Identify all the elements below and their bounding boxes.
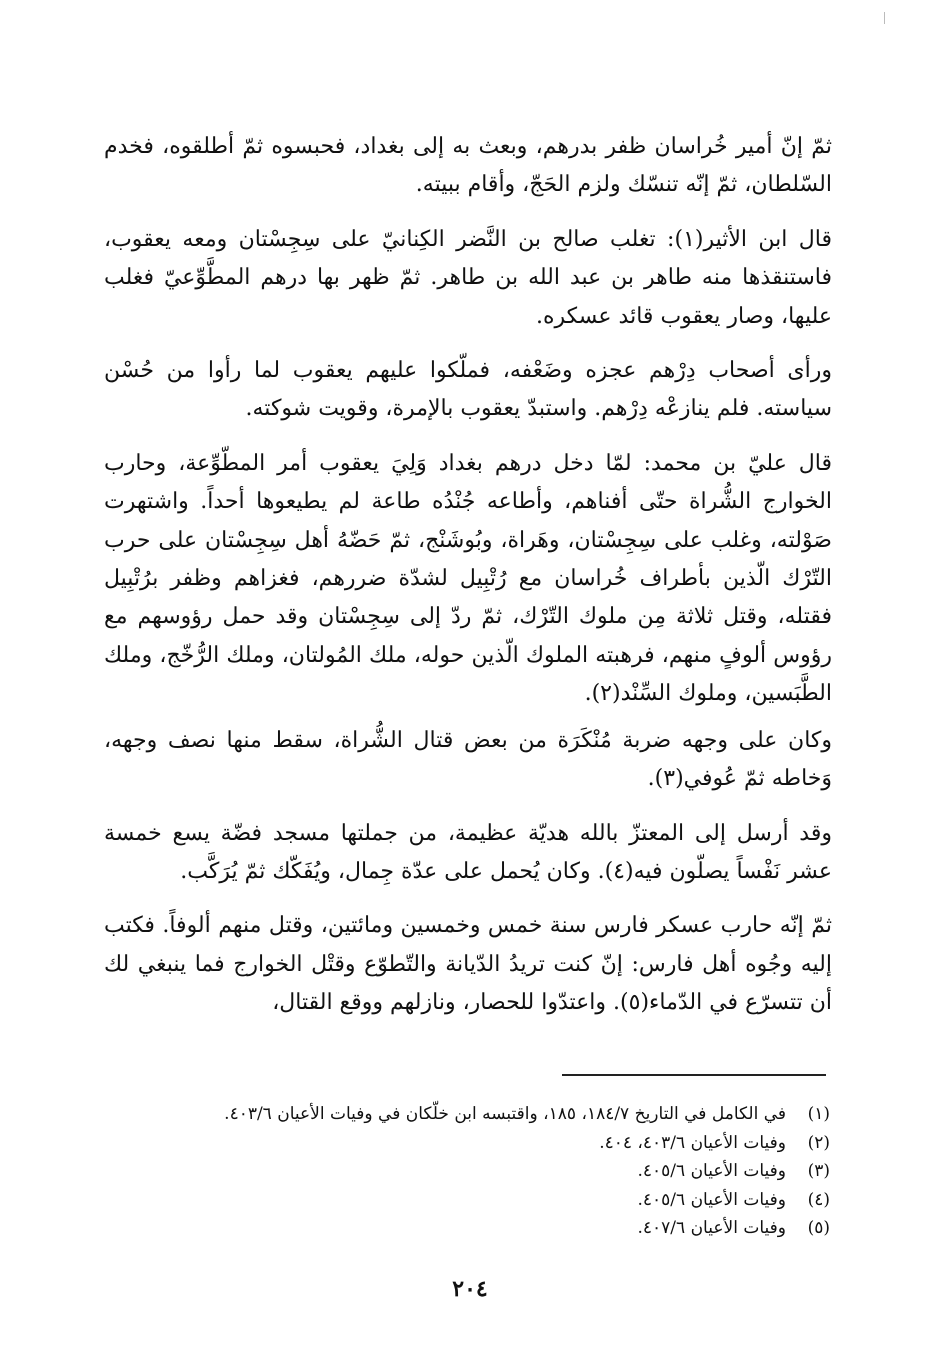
footnote	[150, 1157, 830, 1186]
page-number: ٢٠٤	[452, 1276, 488, 1302]
footnote-separator	[562, 1074, 826, 1076]
footnote-number: (٣)	[807, 1161, 830, 1181]
footnote-number: (٥)	[807, 1218, 830, 1238]
footnote	[150, 1100, 830, 1129]
paragraph: ورأى أصحاب دِرْهم عجزه وضَعْفه، فملّكوا عليهم يعقوب لما رأوا من حُسْن سياسته. فلم ينازعْه دِرْهم. واستبدّ يعقوب بالإمرة، وقويت شوكته.	[104, 358, 832, 422]
paragraph: قال عليّ بن محمد: لمّا دخل درهم بغداد وَلِيَ يعقوب أمر المطّوِّعة، وحارب الخوارج الشُّراة حتّى أفناهم، وأطاعه جُنْدُه طاعة لم يطيعوها أحداً. واشتهرت صَوْلته، وغلب على سِجِسْتان، وهَراة، وبُوشَنْج، ثمّ حَضّهُ أهل سِجِسْتان على حرب التّرْك الّذين بأطراف خُراسان مع رُتْبِيل لشدّة ضررهم، فغزاهم وظفر برُتْبِيل فقتله، وقتل ثلاثة مِن ملوك التّرْك، ثمّ ردّ إلى سِجِسْتان وقد حمل رؤوسهم مع رؤوس ألوفٍ منهم، فرهبته الملوك الّذين حوله، ملك المُولتان، وملك الرُّخّج، وملك الطَّبَسين، وملوك السِّنْد(٢).	[104, 450, 833, 707]
footnote	[150, 1186, 830, 1215]
footnote-text: في الكامل في التاريخ ١٨٤/٧، ١٨٥، واقتبسه ابن خلّكان في وفيات الأعيان ٤٠٣/٦.	[224, 1104, 786, 1124]
footnote-text: وفيات الأعيان ٤٠٥/٦.	[637, 1161, 786, 1181]
footnote-text: وفيات الأعيان ٤٠٧/٦.	[637, 1218, 786, 1238]
paragraph: قال ابن الأثير(١): تغلب صالح بن النَّضر الكِنانيّ على سِجِسْتان ومعه يعقوب، فاستنقذها منه طاهر بن عبد الله بن طاهر. ثمّ ظهر بها درهم المطَّوِّعيّ فغلب عليها، وصار يعقوب قائد عسكره.	[104, 226, 832, 329]
footnote	[150, 1214, 830, 1243]
footnote-text: وفيات الأعيان ٤٠٥/٦.	[637, 1189, 786, 1210]
paragraph: وقد أرسل إلى المعتزّ بالله هديّة عظيمة، من جملتها مسجد فضّة يسع خمسة عشر نَفْساً يصلّون فيه(٤). وكان يُحمل على عدّة جِمال، ويُفَكّك ثمّ يُرَكَّب.	[104, 820, 832, 884]
paragraph: ثمّ إنّ أمير خُراسان ظفر بدرهم، وبعث به إلى بغداد، فحبسوه ثمّ أطلقوه، فخدم السّلطان، ثمّ إنّه تنسّك ولزم الحَجّ، وأقام ببيته.	[104, 134, 832, 198]
paragraph: وكان على وجهه ضربة مُنْكَرَة من بعض قتال الشُّراة، سقط منها نصف وجهه، وَخاطه ثمّ عُوفي(٣).	[104, 727, 832, 792]
footnotes	[150, 1100, 830, 1243]
paragraph: ثمّ إنّه حارب عسكر فارس سنة خمس وخمسين ومائتين، وقتل منهم ألوفاً. فكتب إليه وجُوه أهل فارس: إنّ كنت تريدُ الدّيانة والتّطوّع وقتْل الخوارج فما ينبغي لك أن تتسرّع في الدّماء(٥). واعتدّوا للحصار، ونازلهم ووقع القتال،	[104, 913, 832, 1016]
main-text	[104, 128, 832, 1031]
footnote-number: (٤)	[807, 1189, 830, 1210]
footnote-number: (٢)	[807, 1132, 830, 1153]
margin-tick	[884, 12, 885, 24]
footnote-text: وفيات الأعيان ٤٠٣/٦، ٤٠٤.	[599, 1132, 786, 1153]
footnote	[150, 1129, 830, 1158]
footnote-number: (١)	[807, 1104, 830, 1124]
